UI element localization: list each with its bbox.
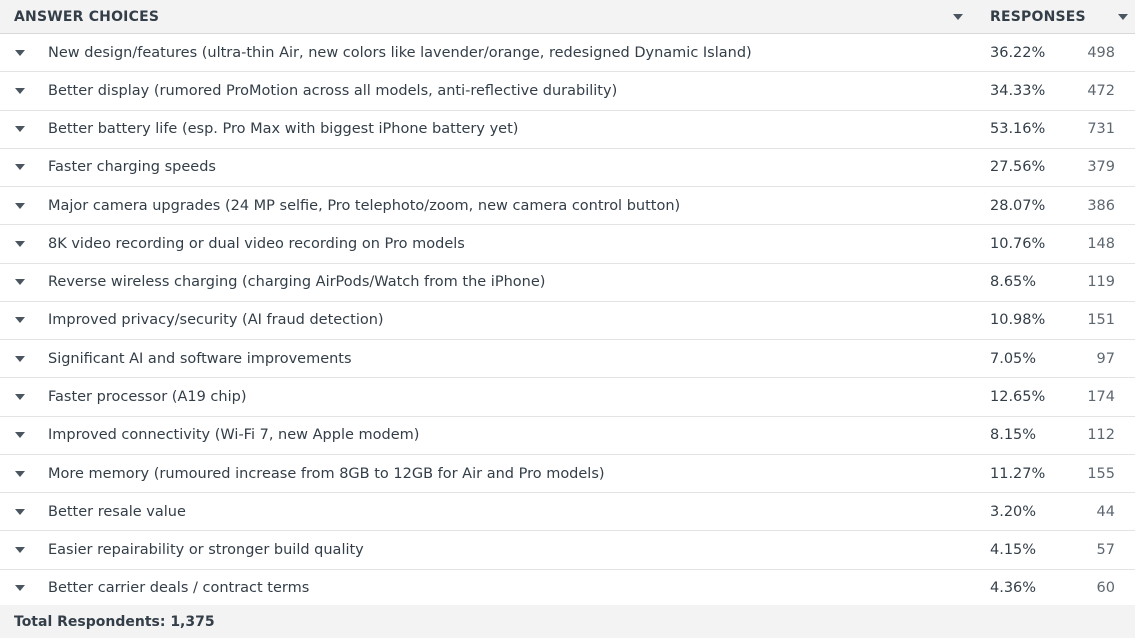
response-count: 498 bbox=[1087, 44, 1115, 61]
response-count: 97 bbox=[1096, 350, 1115, 367]
table-row bbox=[0, 72, 1135, 110]
response-percent: 4.15% bbox=[990, 542, 1037, 559]
table-row bbox=[0, 149, 1135, 187]
response-count: 379 bbox=[1087, 159, 1115, 176]
response-percent: 8.65% bbox=[990, 274, 1037, 291]
chevron-down-icon bbox=[15, 241, 25, 247]
expand-row-button[interactable] bbox=[0, 126, 48, 132]
expand-row-button[interactable] bbox=[0, 471, 48, 477]
expand-row-button[interactable] bbox=[0, 432, 48, 438]
table-row bbox=[0, 493, 1135, 531]
response-percent: 12.65% bbox=[990, 389, 1046, 406]
table-row bbox=[0, 531, 1135, 569]
table-row bbox=[0, 302, 1135, 340]
expand-row-button[interactable] bbox=[0, 394, 48, 400]
chevron-down-icon bbox=[15, 279, 25, 285]
answer-choice-label: Significant AI and software improvements bbox=[48, 350, 352, 367]
expand-row-button[interactable] bbox=[0, 279, 48, 285]
chevron-down-icon bbox=[15, 471, 25, 477]
table-row bbox=[0, 264, 1135, 302]
expand-row-button[interactable] bbox=[0, 88, 48, 94]
answer-choice-label: Better display (rumored ProMotion across all models, anti-reflective durability) bbox=[48, 82, 618, 99]
table-row bbox=[0, 225, 1135, 263]
chevron-down-icon bbox=[15, 547, 25, 553]
table-footer bbox=[0, 605, 1135, 638]
expand-row-button[interactable] bbox=[0, 164, 48, 170]
response-count: 472 bbox=[1087, 82, 1115, 99]
chevron-down-icon bbox=[15, 88, 25, 94]
chevron-down-icon bbox=[15, 432, 25, 438]
answer-choice-label: 8K video recording or dual video recording on Pro models bbox=[48, 235, 465, 252]
answer-choice-label: Better carrier deals / contract terms bbox=[48, 580, 310, 597]
answer-choice-label: Better resale value bbox=[48, 503, 186, 520]
sort-dropdown-icon[interactable] bbox=[953, 14, 963, 20]
chevron-down-icon bbox=[15, 585, 25, 591]
table-row bbox=[0, 417, 1135, 455]
response-percent: 7.05% bbox=[990, 350, 1037, 367]
chevron-down-icon bbox=[15, 394, 25, 400]
answer-choice-label: New design/features (ultra-thin Air, new colors like lavender/orange, redesigned Dynamic Island) bbox=[48, 44, 752, 61]
response-percent: 8.15% bbox=[990, 427, 1037, 444]
table-row bbox=[0, 111, 1135, 149]
expand-row-button[interactable] bbox=[0, 509, 48, 515]
response-count: 148 bbox=[1087, 235, 1115, 252]
response-percent: 10.98% bbox=[990, 312, 1046, 329]
response-percent: 11.27% bbox=[990, 465, 1046, 482]
chevron-down-icon bbox=[15, 164, 25, 170]
chevron-down-icon bbox=[15, 203, 25, 209]
answer-choice-label: Major camera upgrades (24 MP selfie, Pro telephoto/zoom, new camera control button) bbox=[48, 197, 681, 214]
answer-choices-header-label: ANSWER CHOICES bbox=[14, 8, 160, 25]
answer-choice-label: Easier repairability or stronger build quality bbox=[48, 542, 364, 559]
response-percent: 4.36% bbox=[990, 580, 1037, 597]
table-row bbox=[0, 378, 1135, 416]
answer-choice-label: Improved privacy/security (AI fraud detection) bbox=[48, 312, 384, 329]
answer-choice-label: Better battery life (esp. Pro Max with biggest iPhone battery yet) bbox=[48, 121, 519, 138]
response-count: 174 bbox=[1087, 389, 1115, 406]
response-count: 151 bbox=[1087, 312, 1115, 329]
expand-row-button[interactable] bbox=[0, 50, 48, 56]
total-respondents: Total Respondents: 1,375 bbox=[14, 613, 215, 630]
table-header bbox=[0, 0, 1135, 34]
response-percent: 10.76% bbox=[990, 235, 1046, 252]
table-row bbox=[0, 340, 1135, 378]
expand-row-button[interactable] bbox=[0, 317, 48, 323]
answer-choice-label: Faster charging speeds bbox=[48, 159, 216, 176]
expand-row-button[interactable] bbox=[0, 547, 48, 553]
expand-row-button[interactable] bbox=[0, 241, 48, 247]
response-percent: 27.56% bbox=[990, 159, 1046, 176]
chevron-down-icon bbox=[15, 356, 25, 362]
response-count: 57 bbox=[1096, 542, 1115, 559]
table-row bbox=[0, 34, 1135, 72]
expand-row-button[interactable] bbox=[0, 356, 48, 362]
expand-row-button[interactable] bbox=[0, 203, 48, 209]
response-percent: 34.33% bbox=[990, 82, 1046, 99]
answer-choice-label: Improved connectivity (Wi-Fi 7, new Apple modem) bbox=[48, 427, 420, 444]
answer-choices-column-header[interactable] bbox=[0, 0, 975, 33]
answer-rows bbox=[0, 34, 1135, 608]
answer-choice-label: More memory (rumoured increase from 8GB to 12GB for Air and Pro models) bbox=[48, 465, 605, 482]
answer-choice-label: Reverse wireless charging (charging AirPods/Watch from the iPhone) bbox=[48, 274, 546, 291]
table-row bbox=[0, 455, 1135, 493]
expand-row-button[interactable] bbox=[0, 585, 48, 591]
chevron-down-icon bbox=[15, 509, 25, 515]
response-percent: 28.07% bbox=[990, 197, 1046, 214]
responses-column-header[interactable] bbox=[975, 0, 1135, 33]
chevron-down-icon bbox=[15, 50, 25, 56]
response-count: 155 bbox=[1087, 465, 1115, 482]
response-count: 731 bbox=[1087, 121, 1115, 138]
response-percent: 3.20% bbox=[990, 503, 1037, 520]
response-count: 386 bbox=[1087, 197, 1115, 214]
responses-header-label: RESPONSES bbox=[990, 8, 1086, 25]
chevron-down-icon bbox=[15, 126, 25, 132]
response-count: 119 bbox=[1087, 274, 1115, 291]
sort-dropdown-icon[interactable] bbox=[1118, 14, 1128, 20]
chevron-down-icon bbox=[15, 317, 25, 323]
response-percent: 53.16% bbox=[990, 121, 1046, 138]
answer-choice-label: Faster processor (A19 chip) bbox=[48, 389, 247, 406]
table-row bbox=[0, 187, 1135, 225]
response-count: 44 bbox=[1096, 503, 1115, 520]
response-percent: 36.22% bbox=[990, 44, 1046, 61]
response-count: 112 bbox=[1087, 427, 1115, 444]
response-count: 60 bbox=[1096, 580, 1115, 597]
table-row bbox=[0, 570, 1135, 608]
